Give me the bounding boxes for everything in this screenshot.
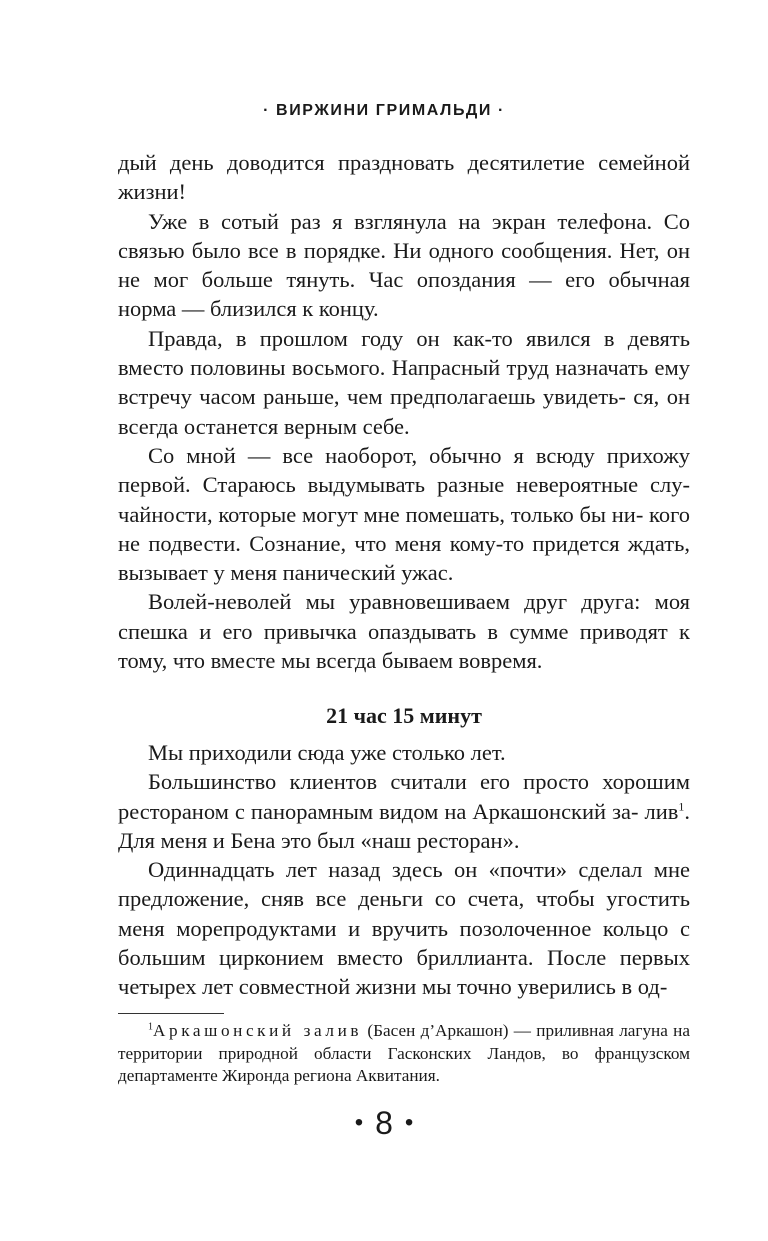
footnote-line: департаменте Жиронда региона Аквитания.	[118, 1066, 440, 1085]
footnote-rule	[118, 1013, 224, 1014]
text-line: ему встречу часом раньше, чем предполагаешь увидеть-	[118, 355, 690, 410]
section-heading: 21 час 15 минут	[326, 703, 482, 728]
text-line: . Для меня и Бена это был «наш ресторан».	[118, 798, 691, 853]
text-line: жизни!	[118, 179, 187, 205]
text-line: большим цирконием вместо бриллианта. После первых	[118, 945, 690, 971]
text-line: ждать, вызывает у меня панический ужас.	[118, 530, 690, 586]
text-line: Большинство клиентов считали его просто хорошим	[148, 769, 690, 795]
text-line: Правда, в прошлом году он как-то явился в девять	[148, 325, 690, 351]
paragraph	[118, 767, 690, 855]
text-line: рестораном с панорамным видом на Аркашонский за-	[118, 798, 639, 824]
footnote	[118, 1020, 690, 1088]
text-line: спешка и его привычка опаздывать в сумме приводят к	[118, 618, 690, 644]
text-line: Мы приходили сюда уже столько лет.	[148, 740, 506, 765]
bullet-ornament: •	[354, 1109, 364, 1136]
text-line: Волей-неволей мы уравновешиваем друг друга: моя	[148, 589, 690, 615]
page-number-footer	[0, 1103, 768, 1143]
paragraph	[118, 207, 690, 324]
text-line: тому, что вместе мы всегда бываем вовремя.	[118, 648, 543, 674]
footnote-text	[118, 1020, 690, 1088]
footnote-term: Аркашонский залив	[153, 1021, 363, 1040]
text-line: норма — близился к концу.	[118, 296, 379, 322]
paragraph	[118, 324, 690, 441]
paragraph	[118, 855, 690, 1001]
footnote-reference[interactable]: 1	[678, 799, 685, 814]
text-line: Одиннадцать лет назад здесь он «почти» сделал мне	[148, 857, 690, 883]
paragraph	[118, 441, 690, 587]
text-line: меня морепродуктами и вручить позолоченное кольцо с	[118, 915, 690, 941]
text-line: ся, он всегда останется верным себе.	[118, 384, 690, 439]
page-number: 8	[375, 1105, 393, 1141]
text-line: вместо половины восьмого. Напрасный труд назначать	[118, 355, 649, 381]
text-line: он не мог больше тянуть. Час опоздания — его обычная	[118, 237, 691, 293]
text-line: предложение, сняв все деньги со счета, чтобы угостить	[118, 886, 690, 912]
footnote-marker: 1	[148, 1021, 153, 1033]
body-text-top	[118, 148, 690, 675]
text-line: Со мной — все наоборот, обычно я всюду прихожу	[148, 442, 690, 468]
bullet-ornament: •	[404, 1109, 414, 1136]
footnote-line: (Басен д’Аркашон) — приливная лагуна	[362, 1021, 668, 1040]
text-line: четырех лет совместной жизни мы точно уверились в од-	[118, 974, 668, 1000]
text-line: Уже в сотый раз я взглянула на экран телефона. Со	[148, 208, 690, 234]
body-text-bottom	[118, 738, 690, 1002]
running-head: · ВИРЖИНИ ГРИМАЛЬДИ ·	[263, 102, 505, 119]
paragraph	[118, 148, 690, 207]
text-line: связью было все в порядке. Ни одного сообщения. Нет,	[118, 237, 660, 263]
text-line: лив	[644, 798, 679, 824]
paragraph	[118, 738, 690, 767]
footnote-line: на территории природной области Гасконских Ландов, во французском	[118, 1021, 690, 1063]
text-line: кого не подвести. Сознание, что меня кому-то придется	[118, 501, 690, 556]
text-line: дый день доводится праздновать десятилетие семейной	[118, 150, 690, 175]
text-line: первой. Стараюсь выдумывать разные невероятные слу-	[118, 472, 690, 498]
text-line: чайности, которые могут мне помешать, только бы ни-	[118, 501, 644, 527]
paragraph	[118, 587, 690, 675]
